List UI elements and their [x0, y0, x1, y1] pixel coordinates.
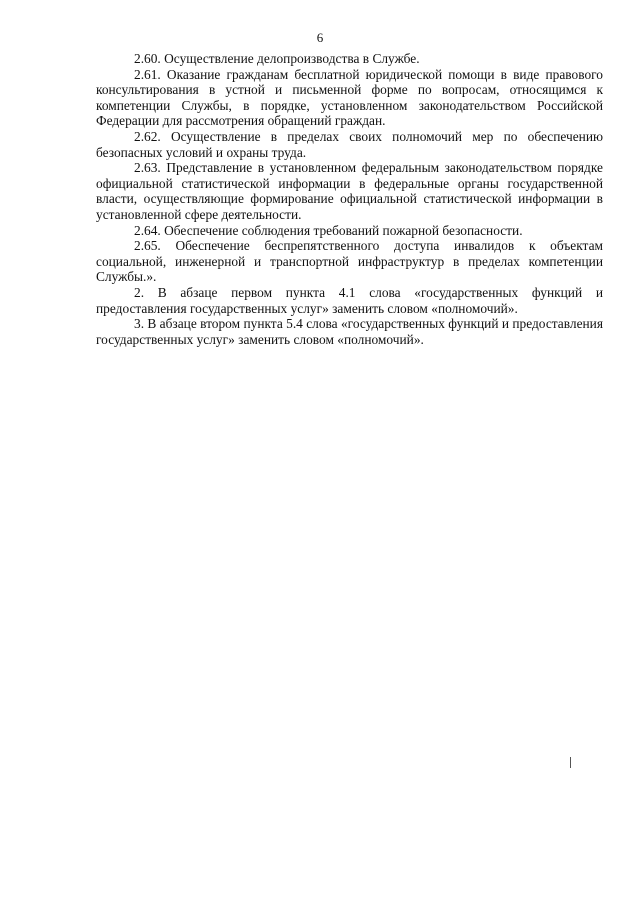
paragraph-2-65: 2.65. Обеспечение беспрепятственного доступа инвалидов к объектам социальной, инженерной и транспортной инфраструктур в пределах компетенции Службы.». [96, 238, 603, 285]
paragraph-2-60: 2.60. Осуществление делопроизводства в Службе. [134, 51, 420, 66]
document-body [96, 51, 603, 347]
paragraph-2-61: 2.61. Оказание гражданам бесплатной юридической помощи в виде правового консультирования в устной и письменной форме по вопросам, относящимся к компетенции Службы, в порядке, установленном законодательством Российской Федерации для рассмотрения обращений граждан. [96, 66, 603, 129]
paragraph-2-62: 2.62. Осуществление в пределах своих полномочий мер по обеспечению безопасных условий и охраны труда. [96, 128, 603, 160]
page-number: 6 [316, 30, 324, 45]
margin-mark [570, 757, 571, 768]
paragraph-2-63: 2.63. Представление в установленном федеральным законодательством порядке официальной статистической информации в федеральные органы государственной власти, осуществляющие формирование официальной статистической информации в установленной сфере деятельности. [96, 160, 603, 222]
paragraph-item-3: 3. В абзаце втором пункта 5.4 слова «государственных функций и предоставления государственных услуг» заменить словом «полномочий». [96, 316, 603, 347]
paragraph-item-2: 2. В абзаце первом пункта 4.1 слова «государственных функций и предоставления государственных услуг» заменить словом «полномочий». [96, 284, 603, 316]
paragraph-2-64: 2.64. Обеспечение соблюдения требований пожарной безопасности. [134, 222, 523, 238]
